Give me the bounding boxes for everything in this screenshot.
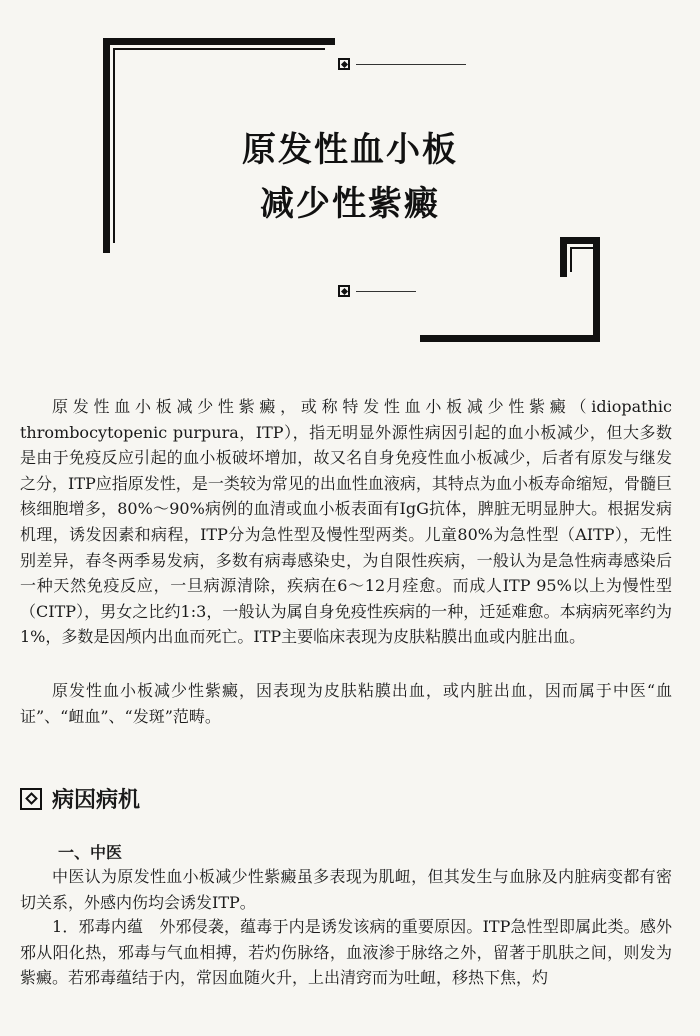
diamond-ornament-icon <box>338 285 350 297</box>
pathogenic-toxin-paragraph: 1．邪毒内蕴 外邪侵袭，蕴毒于内是诱发该病的重要原因。ITP急性型即属此类。感外邪从阳化热，邪毒与气血相搏，若灼伤脉络，血液渗于脉络之外，留著于肌肤之间，则发为紫癜。若邪毒蕴结于内，常因血随火升，上出清窍而为吐衄，移热下焦，灼 <box>20 917 672 988</box>
subsection-heading: 一、中医 <box>58 843 123 862</box>
chapter-title-line-2: 减少性紫癜 <box>260 184 440 224</box>
frame-corner-top-left-horizontal <box>103 38 335 45</box>
intro-paragraph: 原发性血小板减少性紫癜，或称特发性血小板减少性紫癜（idiopathic thrombocytopenic purpura，ITP），指无明显外源性病因引起的血小板减少，但大多数是由于免疫反应引起的血小板破坏增加，故又名自身免疫性血小板减少，后者有原发与继发之分，ITP应指原发性，是一类较为常见的出血性血液病，其特点为血小板寿命缩短，骨髓巨核细胞增多，80%～90%病例的血清或血小板表面有IgG抗体，脾脏无明显肿大。根据发病机理，诱发因素和病程，ITP分为急性型及慢性型两类。儿童80%为急性型（AITP），无性别差异，春冬两季易发病，多数有病毒感染史，为自限性疾病，一般认为是急性病毒感染后一种天然免疫反应，一旦病源清除，疾病在6～12月痊愈。而成人ITP 95%以上为慢性型（CITP），男女之比约1:3，一般认为属自身免疫性疾病的一种，迁延难愈。本病病死率约为1%，多数是因颅内出血而死亡。ITP主要临床表现为皮肤粘膜出血或内脏出血。 <box>20 397 672 647</box>
tcm-classification-paragraph: 原发性血小板减少性紫癜，因表现为皮肤粘膜出血，或内脏出血，因而属于中医“血证”、“衄血”、“发斑”范畴。 <box>20 681 672 726</box>
section-square-icon <box>20 788 42 810</box>
ornament-line-bottom <box>356 291 416 292</box>
ornament-line-top <box>356 64 466 65</box>
frame-corner-bottom-right-vertical <box>593 237 600 342</box>
tcm-etiology-paragraph: 中医认为原发性血小板减少性紫癜虽多表现为肌衄，但其发生与血脉及内脏病变都有密切关系，外感内伤均会诱发ITP。 <box>20 867 672 912</box>
diamond-ornament-icon <box>338 58 350 70</box>
frame-corner-bottom-right-horizontal <box>420 335 600 342</box>
chapter-title-line-1: 原发性血小板 <box>242 130 458 170</box>
frame-inner-top-left-horizontal <box>113 48 325 50</box>
section-heading-text: 病因病机 <box>52 788 141 813</box>
section-heading <box>20 783 140 814</box>
